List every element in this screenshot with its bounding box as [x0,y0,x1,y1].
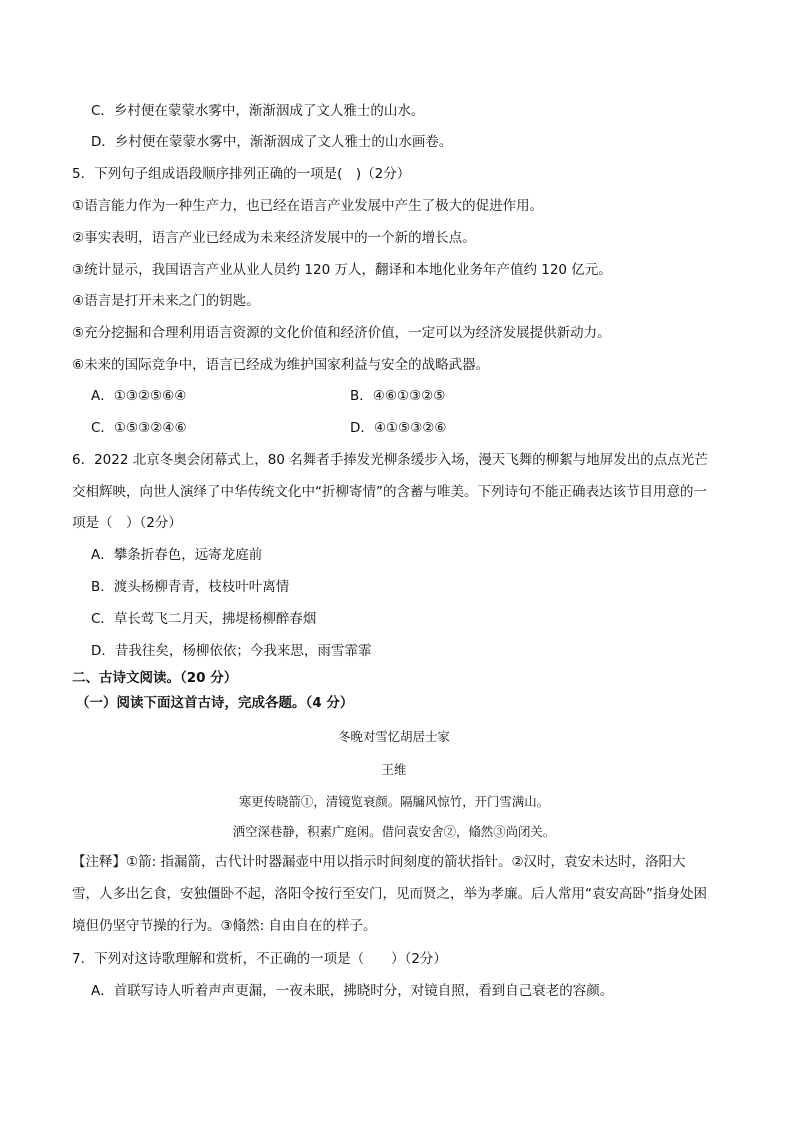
q6-option-b: B．渡头杨柳青青，枝枝叶叶离情 [91,579,290,595]
q5-option-b: B．④⑥①③②⑤ [350,388,446,404]
q5-option-a: A．①③②⑤⑥④ [91,388,187,404]
q6-stem-line-2: 交相辉映，向世人演绎了中华传统文化中“折柳寄情”的含蓄与唯美。下列诗句不能正确表达该节目用意的一 [72,484,707,500]
q5-sentence-6: ⑥未来的国际竞争中，语言已经成为维护国家利益与安全的战略武器。 [72,357,490,373]
q6-option-a: A．攀条折春色，远寄龙庭前 [91,547,263,563]
q7-option-a: A．首联写诗人听着声声更漏，一夜未眠，拂晓时分，对镜自照，看到自己衰老的容颜。 [91,983,614,999]
q6-option-d: D．昔我往矣，杨柳依依；今我来思，雨雪霏霏 [91,643,372,659]
q5-option-d: D．④①⑤③②⑥ [350,420,447,436]
q6-stem-line-1: 6．2022 北京冬奥会闭幕式上，80 名舞者手捧发光柳条缓步入场，漫天飞舞的柳絮与地屏发出的点点光芒 [72,452,708,468]
q5-sentence-5: ⑤充分挖掘和合理利用语言资源的文化价值和经济价值，一定可以为经济发展提供新动力。 [72,325,611,341]
q5-option-c: C．①⑤③②④⑥ [91,420,187,436]
q6-option-c: C．草长莺飞二月天，拂堤杨柳醉春烟 [91,611,317,627]
q5-sentence-4: ④语言是打开未来之门的钥匙。 [72,293,260,309]
q6-stem-line-3: 项是（ ）（2分） [72,515,182,531]
section-2-heading: 二、古诗文阅读。（20 分） [72,670,238,686]
notes-line-1: 【注释】①箭: 指漏箭，古代计时器漏壶中用以指示时间刻度的箭状指针。②汉时，袁安未达时，洛阳大 [72,854,686,870]
q4-option-d: D．乡村便在蒙蒙水雾中，渐渐洇成了文人雅士的山水画卷。 [91,134,453,150]
notes-line-3: 境但仍坚守节操的行为。③翛然: 自由自在的样子。 [72,918,377,934]
q5-sentence-1: ①语言能力作为一种生产力，也已经在语言产业发展中产生了极大的促进作用。 [72,198,544,214]
section-2-sub-heading: （一）阅读下面这首古诗，完成各题。（4 分） [76,695,354,711]
poem-line-1: 寒更传晓箭①，清镜览衰颜。隔牖风惊竹，开门雪满山。 [238,794,550,809]
q5-stem: 5．下列句子组成语段顺序排列正确的一项是( )（2分） [72,166,411,182]
q5-sentence-2: ②事实表明，语言产业已经成为未来经济发展中的一个新的增长点。 [72,230,476,246]
poem-author: 王维 [381,762,407,777]
q4-option-c: C．乡村便在蒙蒙水雾中，渐渐洇成了文人雅士的山水。 [91,103,425,119]
q7-stem: 7．下列对这诗歌理解和赏析，不正确的一项是（ ）（2分） [72,951,447,967]
poem-line-2: 洒空深巷静，积素广庭闲。借问袁安舍②，翛然③尚闭关。 [232,824,556,839]
poem-title: 冬晚对雪忆胡居士家 [338,729,450,744]
notes-line-2: 雪，人多出乞食，安独僵卧不起，洛阳令按行至安门，见而贤之，举为孝廉。后人常用“袁安高卧”指身处困 [72,886,707,902]
q5-sentence-3: ③统计显示，我国语言产业从业人员约 120 万人，翻译和本地化业务年产值约 120 亿元。 [72,262,612,278]
